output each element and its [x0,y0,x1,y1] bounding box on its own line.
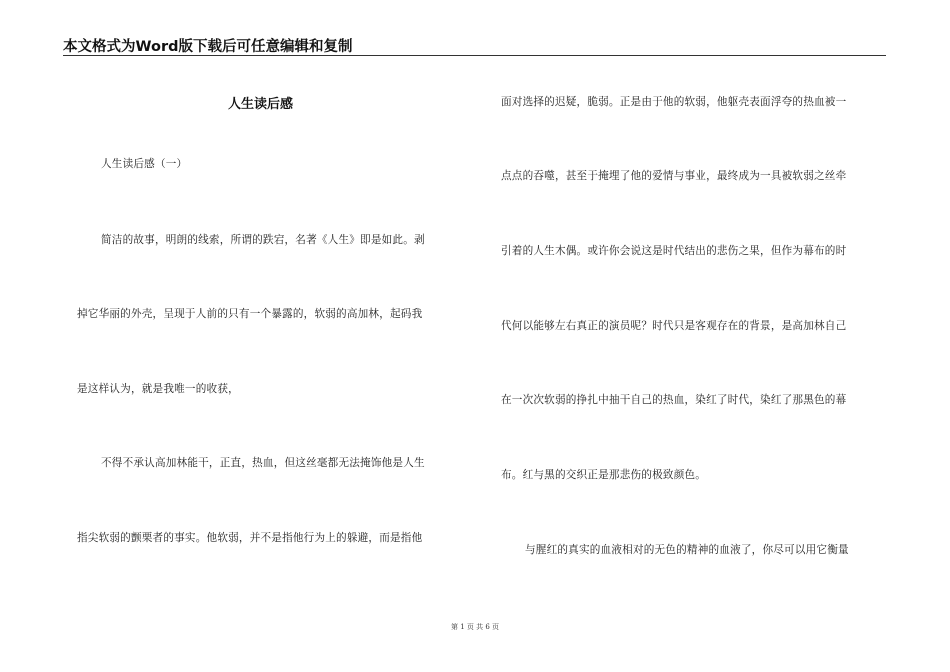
right-paragraph-line: 在一次次软弱的挣扎中抽干自己的热血，染红了时代，染红了那黑色的幕 [501,394,847,406]
right-paragraph-line: 代何以能够左右真正的演员呢？时代只是客观存在的背景，是高加林自己 [501,320,847,332]
document-title: 人生读后感 [228,97,294,112]
left-paragraph-line: 简洁的故事，明朗的线索，所谓的跌宕，名著《人生》即是如此。剥 [101,234,425,246]
right-paragraph-line: 与腥红的真实的血液相对的无色的精神的血液了，你尽可以用它衡量 [525,544,849,556]
right-paragraph-line: 面对选择的迟疑，脆弱。正是由于他的软弱，他躯壳表面浮夸的热血被一 [501,96,847,108]
page-number: 第 1 页 共 6 页 [450,623,500,631]
left-paragraph-line: 是这样认为，就是我唯一的收获， [77,383,239,395]
right-paragraph-line: 点点的吞噬，甚至于掩埋了他的爱情与事业，最终成为一具被软弱之丝牵 [501,170,847,182]
left-paragraph-line: 掉它华丽的外壳，呈现于人前的只有一个暴露的，软弱的高加林，起码我 [77,308,423,320]
left-paragraph-line: 不得不承认高加林能干，正直，热血，但这丝毫都无法掩饰他是人生 [101,457,425,469]
right-paragraph-line: 引着的人生木偶。或许你会说这是时代结出的悲伤之果，但作为幕布的时 [501,245,847,257]
page-header [63,33,886,55]
header-divider [63,55,886,56]
left-paragraph-line: 指尖软弱的颤栗者的事实。他软弱，并不是指他行为上的躲避，而是指他 [77,532,423,544]
right-paragraph-line: 布。红与黑的交织正是那悲伤的极致颜色。 [501,469,707,481]
header-title: 本文格式为Word版下载后可任意编辑和复制 [63,39,353,55]
left-paragraph-line: 人生读后感（一） [101,158,188,170]
